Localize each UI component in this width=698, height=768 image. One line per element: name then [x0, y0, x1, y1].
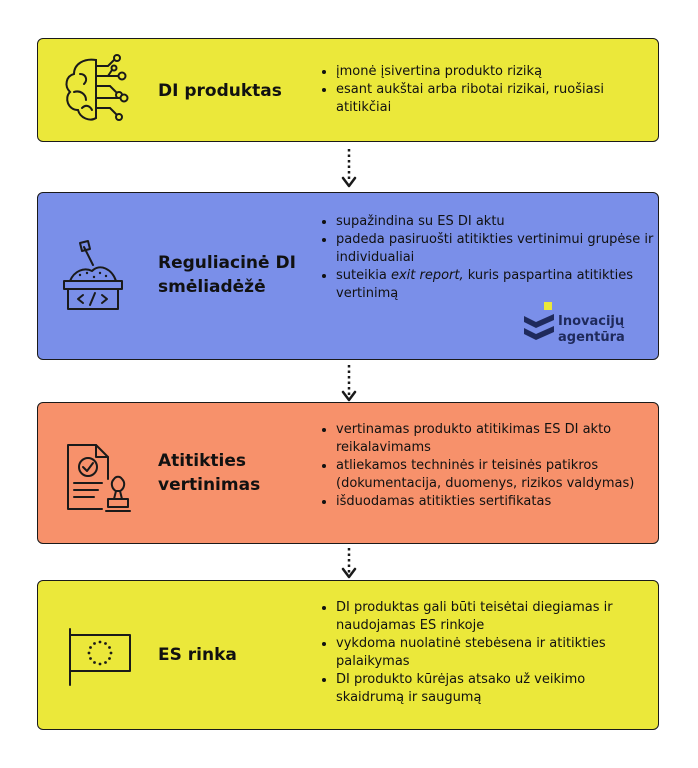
bullet-item: • esant aukštai arba ribotai rizikai, ruošiasi atitikčiai: [336, 81, 646, 117]
step-bullets: [318, 421, 636, 511]
bullet-item: • DI produkto kūrėjas atsako už veikimo skaidrumą ir saugumą: [336, 671, 646, 707]
bullet-item: • vertinamas produkto atitikimas ES DI akto reikalavimams: [336, 421, 636, 457]
bullet-item: • įmonė įsivertina produkto riziką: [336, 63, 646, 81]
step-title: DI produktas: [158, 81, 282, 101]
step-box-es-rinka: [37, 580, 659, 730]
step-bullets: [318, 599, 646, 707]
bullet-item: • vykdoma nuolatinė stebėsena ir atitikties palaikymas: [336, 635, 646, 671]
inovaciju-agentura-logo: [522, 300, 642, 350]
step-bullets: [318, 63, 646, 117]
step-bullets: [318, 213, 656, 303]
logo-mark-icon: [522, 302, 558, 348]
eu-flag-icon: [66, 627, 136, 687]
bullet-item: • atliekamos techninės ir teisinės patikros (dokumentacija, duomenys, rizikos valdymas): [336, 457, 636, 493]
logo-text-line2: agentūra: [558, 330, 625, 345]
flow-arrow: [339, 364, 359, 404]
bullet-item: • supažindina su ES DI aktu: [336, 213, 656, 231]
ai-brain-circuit-icon: [60, 52, 138, 126]
bullet-item: • padeda pasiruošti atitikties vertinimui grupėse ir individualiai: [336, 231, 656, 267]
flow-arrow: [339, 547, 359, 581]
bullet-item: • DI produktas gali būti teisėtai diegiamas ir naudojamas ES rinkoje: [336, 599, 646, 635]
bullet-item: • išduodamas atitikties sertifikatas: [336, 493, 636, 511]
step-title: ES rinka: [158, 645, 237, 665]
logo-text-line1: Inovacijų: [558, 314, 625, 329]
sandbox-code-icon: [60, 239, 126, 313]
certificate-stamp-icon: [62, 439, 136, 515]
flow-arrow: [339, 148, 359, 190]
step-title: Reguliacinė DI smėliadėžė: [158, 253, 296, 297]
step-box-di-produktas: [37, 38, 659, 142]
step-title: Atitikties vertinimas: [158, 451, 261, 495]
bullet-item: • suteikia exit report, kuris paspartina atitikties vertinimą: [336, 267, 656, 303]
step-box-atitikties-vertinimas: [37, 402, 659, 544]
